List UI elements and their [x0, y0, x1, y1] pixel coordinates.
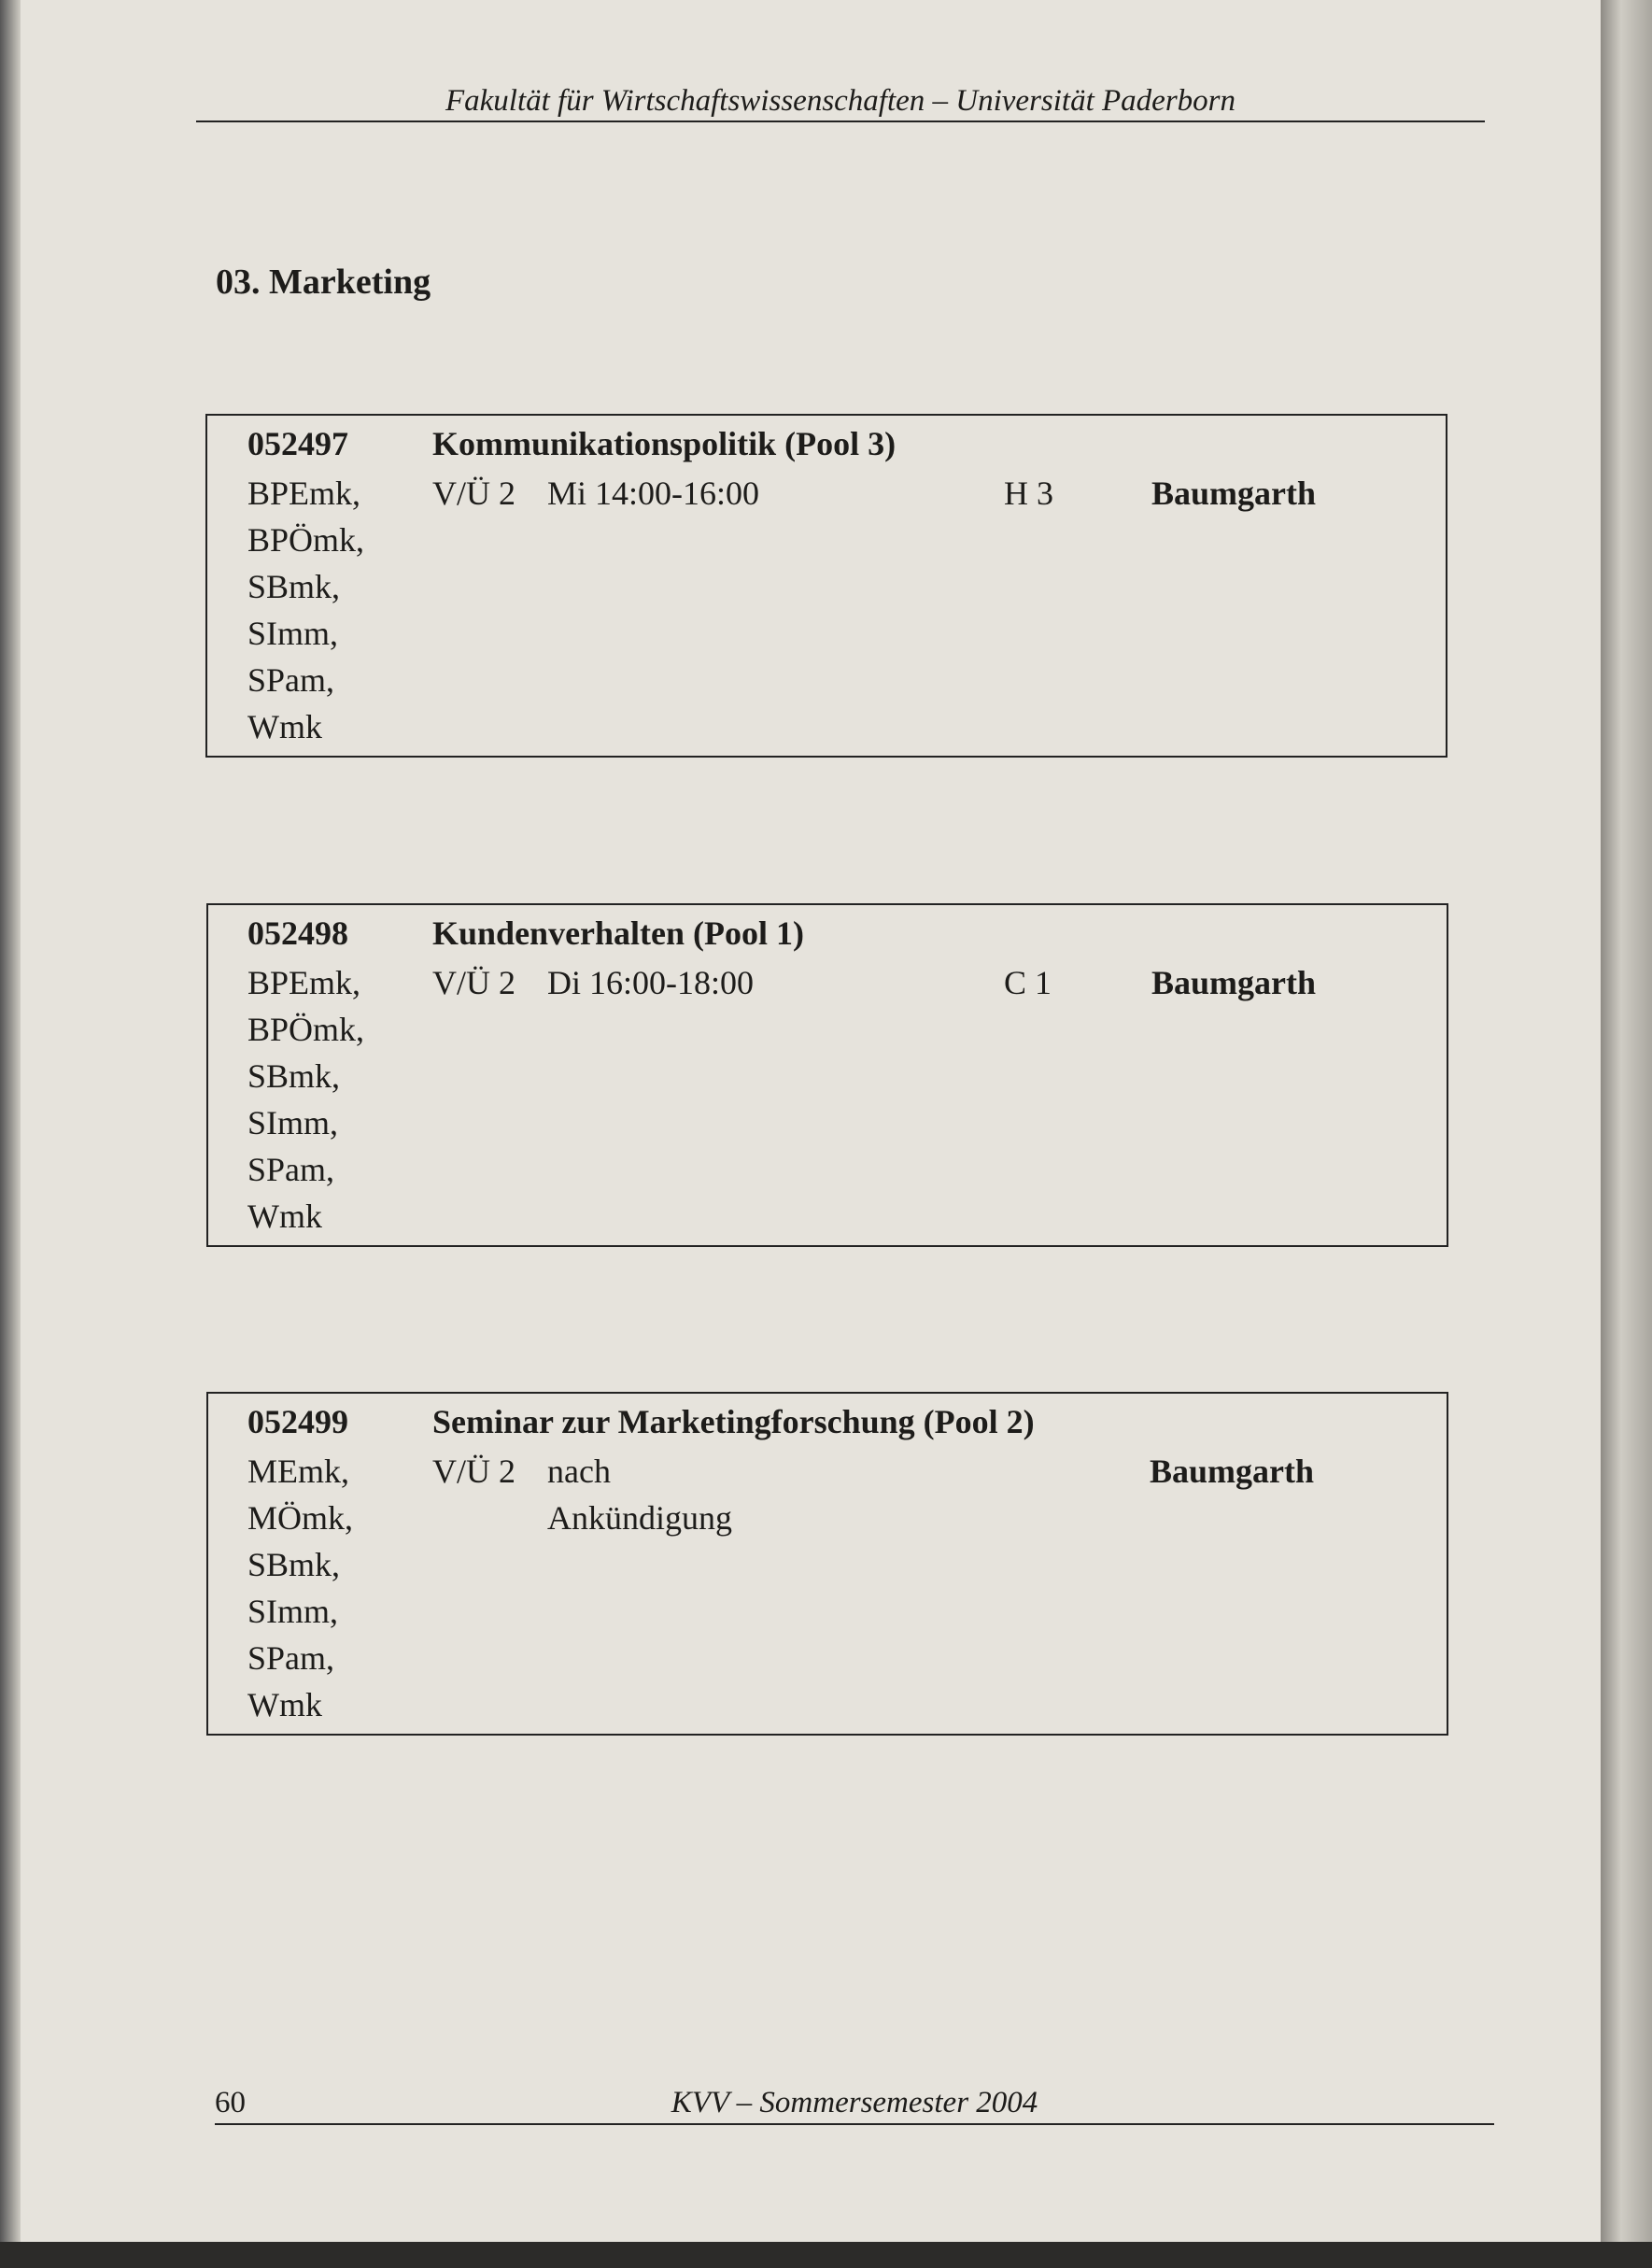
course-lecturer: Baumgarth — [1151, 964, 1317, 1001]
program-item: SImm, — [247, 615, 339, 652]
course-time: Di 16:00-18:00 — [547, 964, 754, 1001]
course-title: Seminar zur Marketingforschung (Pool 2) — [432, 1403, 1035, 1440]
program-item: Wmk — [247, 1686, 322, 1723]
program-item: BPÖmk, — [247, 521, 365, 559]
document-page — [21, 0, 1601, 2242]
course-title: Kundenverhalten (Pool 1) — [432, 914, 805, 952]
course-time: Mi 14:00-16:00 — [547, 475, 760, 512]
course-type: V/Ü 2 — [432, 475, 515, 512]
program-item: BPEmk, — [247, 964, 361, 1001]
page-number: 60 — [215, 2086, 246, 2119]
program-item: BPEmk, — [247, 475, 361, 512]
program-item: SBmk, — [247, 1057, 341, 1095]
course-box-052497 — [205, 414, 1447, 758]
book-spine — [1601, 0, 1652, 2268]
footer-title: KVV – Sommersemester 2004 — [671, 2086, 1038, 2119]
scan-bottom-edge — [0, 2242, 1652, 2268]
course-number: 052497 — [247, 425, 348, 462]
program-item: Wmk — [247, 708, 322, 745]
course-time: nach — [547, 1453, 611, 1490]
page-left-shadow — [0, 0, 21, 2268]
course-number: 052499 — [247, 1403, 348, 1440]
course-box-052498 — [206, 903, 1448, 1247]
program-item: MÖmk, — [247, 1499, 354, 1537]
page-footer — [215, 2086, 1494, 2125]
section-title: 03. Marketing — [216, 262, 431, 302]
program-item: SPam, — [247, 1639, 335, 1677]
course-lecturer: Baumgarth — [1150, 1453, 1315, 1490]
program-item: MEmk, — [247, 1453, 350, 1490]
program-item: SPam, — [247, 661, 335, 699]
course-time-continued: Ankündigung — [547, 1499, 732, 1537]
program-item: SImm, — [247, 1593, 339, 1630]
program-item: SPam, — [247, 1151, 335, 1188]
program-item: SImm, — [247, 1104, 339, 1141]
course-title: Kommunikationspolitik (Pool 3) — [432, 425, 897, 462]
course-number: 052498 — [247, 914, 348, 952]
program-item: Wmk — [247, 1198, 322, 1235]
course-lecturer: Baumgarth — [1151, 475, 1317, 512]
page-header: Fakultät für Wirtschaftswissenschaften – Universität Paderborn — [196, 84, 1485, 122]
course-type: V/Ü 2 — [432, 964, 515, 1001]
program-item: SBmk, — [247, 1546, 341, 1583]
program-item: BPÖmk, — [247, 1011, 365, 1048]
course-box-052499 — [206, 1392, 1448, 1736]
course-type: V/Ü 2 — [432, 1453, 515, 1490]
program-item: SBmk, — [247, 568, 341, 605]
course-room: H 3 — [1004, 475, 1053, 512]
course-room: C 1 — [1004, 964, 1052, 1001]
